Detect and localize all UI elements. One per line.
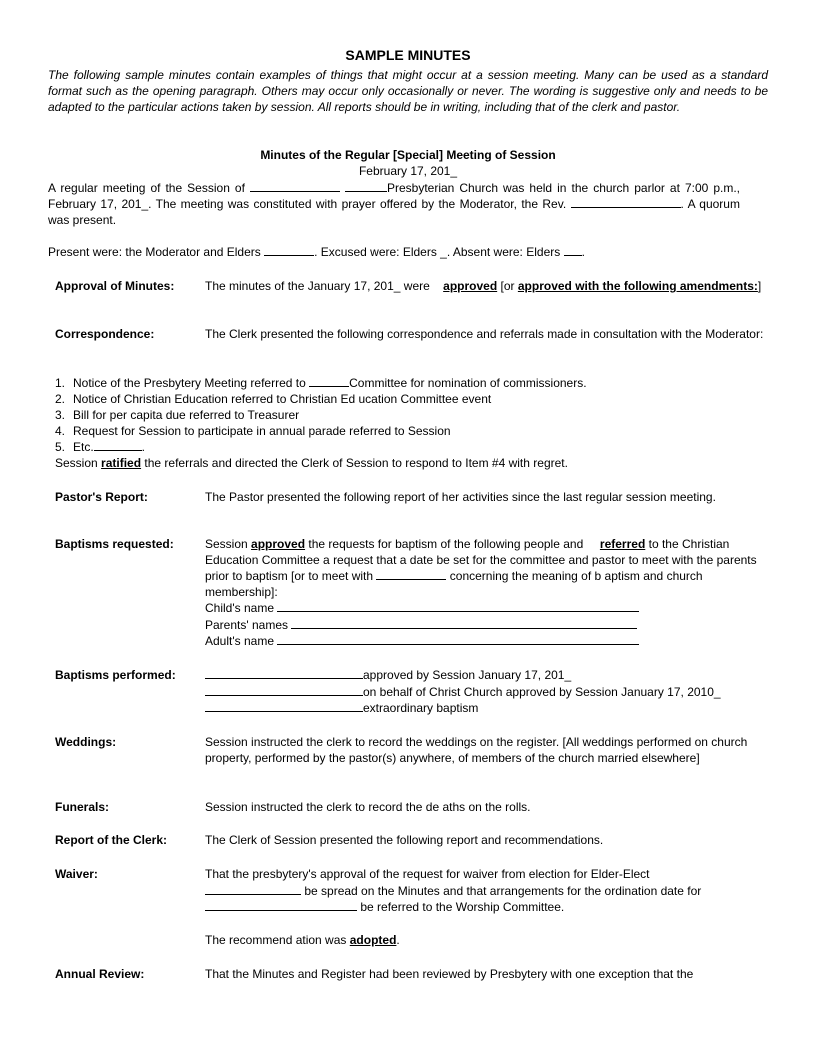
baptism-performed-line-3 — [205, 700, 478, 716]
adopted-word: adopted — [349, 933, 397, 947]
minutes-title: Minutes of the Regular [Special] Meeting of Session — [260, 148, 556, 162]
document-title: SAMPLE MINUTES — [345, 47, 471, 63]
correspondence-label: Correspondence: — [55, 327, 155, 341]
clerk-report-text: The Clerk of Session presented the following report and recommendations. — [205, 833, 604, 847]
blank-baptism-2 — [205, 684, 363, 696]
blank-baptism-3 — [205, 700, 363, 712]
weddings-text: Session instructed the clerk to record the weddings on the register. [All weddings performed on church property, performed by the pastor(s) anywhere, of members of the church married elsewhere] — [205, 735, 748, 765]
adults-name-field — [205, 633, 639, 649]
ratified-text-1: Session — [55, 456, 98, 470]
excused-absent-text: . Excused were: Elders _. Absent were: Elders — [314, 245, 561, 259]
baptisms-requested-text — [205, 536, 771, 600]
list-text: Notice of the Presbytery Meeting referred to — [73, 376, 306, 390]
funerals-label: Funerals: — [55, 800, 110, 814]
blank-childs-name — [277, 600, 639, 612]
waiver-text-2: be spread on the Minutes and that arrangements for the ordination date for — [304, 884, 702, 898]
list-text: Bill for per capita due referred to Treasurer — [73, 408, 300, 422]
attendance-line — [48, 244, 585, 260]
funerals-text: Session instructed the clerk to record the de aths on the rolls. — [205, 800, 531, 814]
approval-text-1: The minutes of the January 17, 201_ were — [205, 279, 430, 293]
clerk-report-label: Report of the Clerk: — [55, 833, 168, 847]
pastor-report-text: The Pastor presented the following report of her activities since the last regular session meeting. — [205, 490, 716, 504]
opening-paragraph — [48, 180, 740, 228]
baptisms-performed-label: Baptisms performed: — [55, 668, 176, 682]
baptism-text-2: the requests for baptism of the following people and — [308, 537, 584, 551]
approval-label: Approval of Minutes: — [55, 279, 175, 293]
waiver-line-1: That the presbytery's approval of the request for waiver from election for Elder-Elect — [205, 867, 650, 881]
correspondence-text: The Clerk presented the following correspondence and referrals made in consultation with the Moderator: — [205, 327, 764, 341]
blank-meet-with — [376, 568, 446, 580]
annual-review-text: That the Minutes and Register had been reviewed by Presbytery with one exception that the — [205, 967, 694, 981]
ratified-line — [55, 455, 587, 471]
opening-text-1: A regular meeting of the Session of — [48, 181, 245, 195]
list-text: Etc. — [73, 440, 94, 454]
ratified-word: ratified — [101, 456, 142, 470]
blank-moderator-name — [571, 196, 681, 208]
opening-text-3: . A quorum was present. — [48, 197, 740, 227]
baptism-performed-text-2: on behalf of Christ Church approved by Session January 17, 2010_ — [363, 685, 721, 699]
blank-parents-names — [291, 617, 637, 629]
meeting-date: February 17, 201_ — [358, 164, 458, 178]
baptism-approved-word: approved — [251, 537, 306, 551]
baptism-text-1: Session — [205, 537, 248, 551]
approved-word: approved — [443, 279, 498, 293]
amendments-phrase: approved with the following amendments: — [517, 279, 758, 293]
list-number: 5. — [55, 440, 66, 454]
parents-names-field — [205, 617, 637, 633]
blank-ordination — [205, 899, 357, 911]
attendance-period: . — [581, 245, 585, 259]
list-number: 2. — [55, 392, 66, 406]
parents-names-label: Parents' names — [205, 618, 288, 632]
blank-etc — [94, 439, 142, 451]
list-text-2: . — [141, 440, 146, 454]
blank-church-name-2 — [345, 180, 387, 192]
baptism-referred-word: referred — [599, 537, 646, 551]
blank-elders-present — [264, 244, 314, 256]
adults-name-label: Adult's name — [205, 634, 274, 648]
intro-paragraph: The following sample minutes contain examples of things that might occur at a session meeting. Many can be used as a standard format such as the opening paragraph. Others may occur only occasionally or never. The wording is suggestive only and needs to be adapted to the particular actions taken by session. All reports should be in writing, including that of the clerk and pastor. — [48, 68, 768, 114]
opening-text-2: Presbyterian Church was held in the church parlor at 7:00 p.m., February 17, 201_. The meeting was constituted with prayer offered by the Moderator, the Rev. — [48, 181, 741, 211]
list-item — [55, 375, 587, 391]
blank-church-name — [250, 180, 340, 192]
childs-name-field — [205, 600, 639, 616]
approval-text-2: [or — [500, 279, 515, 293]
list-item — [55, 407, 587, 423]
waiver-line-2 — [205, 883, 701, 899]
approval-text — [205, 278, 765, 294]
weddings-label: Weddings: — [55, 735, 117, 749]
childs-name-label: Child's name — [205, 601, 274, 615]
correspondence-list — [55, 375, 587, 471]
list-item — [55, 423, 587, 439]
recommendation-line — [205, 932, 400, 948]
list-text: Notice of Christian Education referred to Christian Ed ucation Committee event — [73, 392, 492, 406]
annual-review-label: Annual Review: — [55, 967, 145, 981]
recommendation-text: The recommend ation was — [205, 933, 347, 947]
list-number: 4. — [55, 424, 66, 438]
baptism-performed-text-3: extraordinary baptism — [363, 701, 479, 715]
list-item — [55, 439, 587, 455]
ratified-text-2: the referrals and directed the Clerk of Session to respond to Item #4 with regret. — [144, 456, 568, 470]
baptism-text-3: to the Christian Education Committee a request that a date be set for the committee and pastor to meet with the parents prior to baptism [or to meet with — [205, 537, 757, 583]
waiver-line-3 — [205, 899, 564, 915]
blank-adults-name — [277, 633, 639, 645]
blank-baptism-1 — [205, 667, 363, 679]
present-text: Present were: the Moderator and Elders — [48, 245, 261, 259]
approval-text-3: ] — [757, 279, 762, 293]
list-number: 3. — [55, 408, 66, 422]
pastor-report-label: Pastor's Report: — [55, 490, 148, 504]
waiver-text-3: be referred to the Worship Committee. — [360, 900, 565, 914]
list-text: Request for Session to participate in annual parade referred to Session — [73, 424, 451, 438]
baptism-text-4: concerning the meaning of b aptism and church membership]: — [205, 569, 703, 599]
waiver-label: Waiver: — [55, 867, 98, 881]
list-item — [55, 391, 587, 407]
baptisms-requested-label: Baptisms requested: — [55, 537, 174, 551]
list-number: 1. — [55, 376, 66, 390]
list-text-2: Committee for nomination of commissioners. — [349, 376, 587, 390]
baptism-performed-line-2 — [205, 684, 721, 700]
blank-elder-elect — [205, 883, 301, 895]
recommendation-period: . — [396, 933, 400, 947]
blank-elders-absent — [564, 244, 582, 256]
baptism-performed-text-1: approved by Session January 17, 201_ — [363, 668, 572, 682]
baptism-performed-line-1 — [205, 667, 571, 683]
blank-committee — [309, 375, 349, 387]
